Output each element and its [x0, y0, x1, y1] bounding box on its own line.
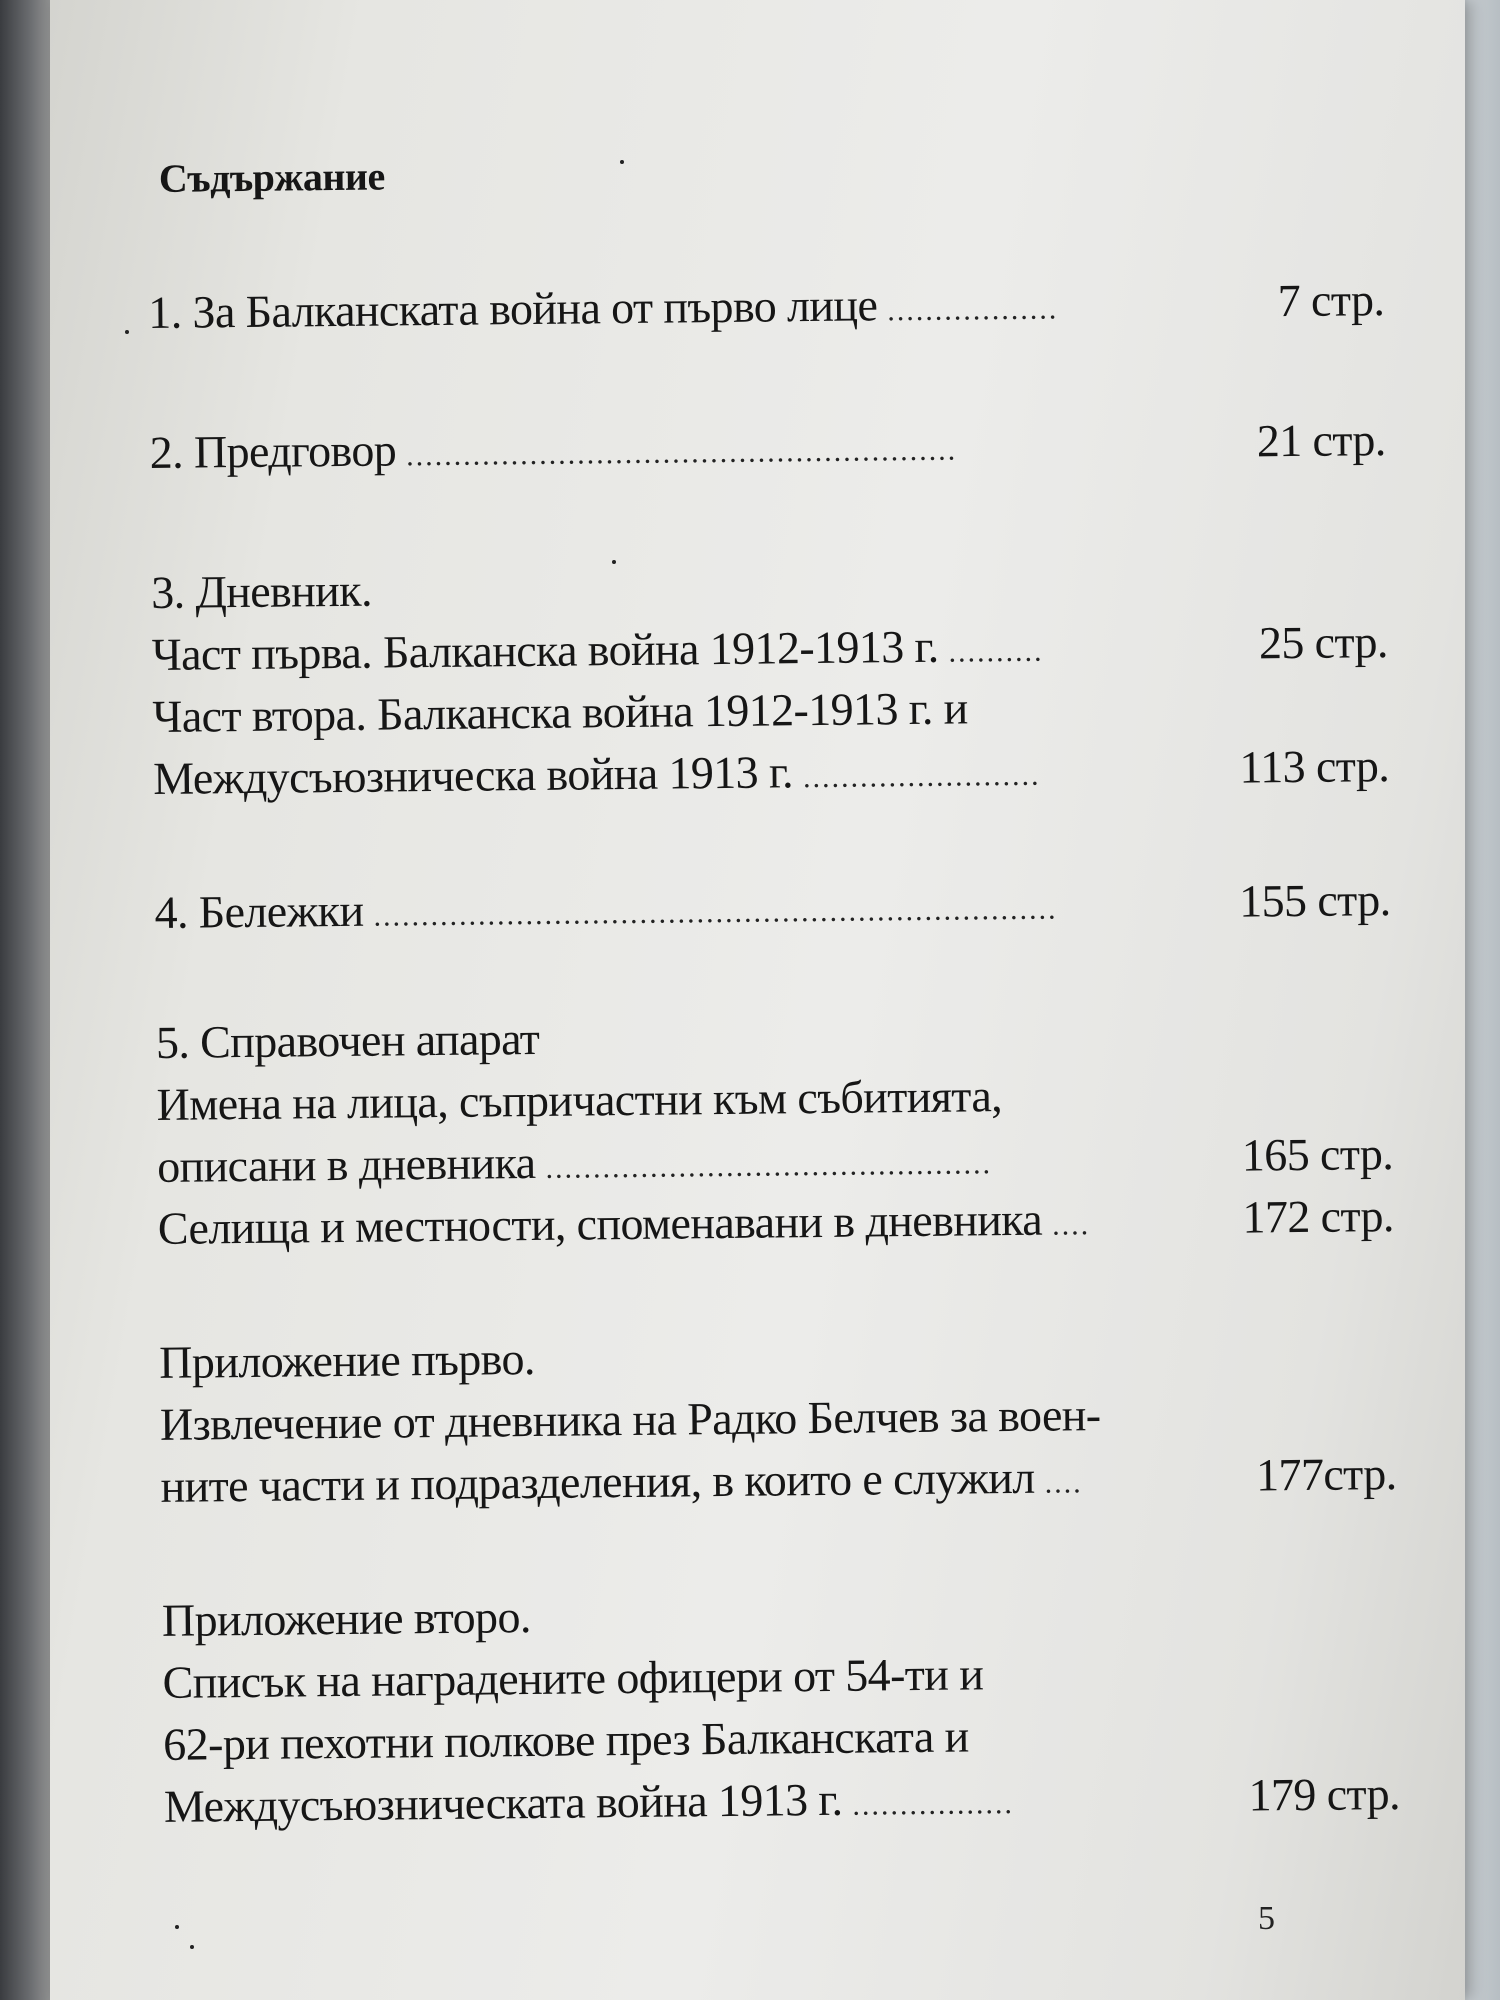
paper-speck: [612, 560, 616, 564]
toc-entry-notes: [154, 872, 1391, 947]
toc-entry-places: [158, 1188, 1395, 1263]
toc-entry-appendix-one-cont: [160, 1446, 1397, 1521]
toc-entry-leader: ..................: [887, 292, 1059, 328]
toc-entry-label: ните части и подразделения, в които е служил: [160, 1451, 1035, 1512]
paper-speck: [125, 330, 129, 334]
toc-entry-part-one: [152, 614, 1389, 689]
toc-entry-appendix-one-desc: Извлечение от дневника на Радко Белчев за воен-: [159, 1389, 1101, 1450]
toc-entry-page: 7 стр.: [1277, 274, 1385, 327]
toc-entry-appendix-two-cont: [164, 1766, 1401, 1841]
toc-entry-leader: .........................: [802, 758, 1041, 795]
toc-entry-leader: ...............................................: [545, 1147, 993, 1185]
toc-entry-page: 179 стр.: [1248, 1767, 1401, 1821]
toc-entry-label: 4. Бележки: [154, 884, 364, 938]
toc-entry-label: описани в дневника: [156, 1136, 536, 1192]
toc-entry-appendix-one: Приложение първо.: [159, 1332, 536, 1388]
paper-speck: [175, 1925, 179, 1929]
toc-entry-label: Част първа. Балканска война 1912-1913 г.: [151, 620, 939, 680]
paper-speck: [620, 160, 624, 164]
toc-entry-leader: ........................................................................: [373, 892, 1058, 933]
toc-entry-appendix-two-desc: Списък на наградените офицери от 54-ти и: [162, 1648, 984, 1708]
toc-entry-names: Имена на лица, съпричастни към събитията,: [156, 1070, 1003, 1130]
toc-entry-preface: [149, 412, 1386, 487]
table-of-contents: [145, 0, 1416, 2000]
toc-entry-leader: .................: [852, 1787, 1015, 1822]
toc-entry-first-person: [148, 272, 1385, 347]
toc-entry-label: 1. За Балканската война от първо лице: [148, 279, 878, 338]
toc-entry-page: 165 стр.: [1241, 1127, 1394, 1181]
toc-entry-appendix-two: Приложение второ.: [161, 1591, 531, 1646]
toc-entry-page: 113 стр.: [1239, 740, 1390, 793]
toc-entry-label: Междусъюзническата война 1913 г.: [163, 1773, 843, 1832]
page-number: 5: [1258, 1900, 1275, 1937]
toc-entry-page: 155 стр.: [1238, 874, 1391, 927]
toc-entry-label: 2. Предговор: [149, 424, 397, 478]
toc-entry-leader: ..........: [948, 634, 1044, 669]
toc-entry-leader: ....: [1044, 1466, 1083, 1500]
toc-entry-part-two-cont: [153, 738, 1390, 813]
toc-entry-page: 177стр.: [1255, 1447, 1397, 1501]
toc-entry-leader: ..........................................................: [405, 433, 958, 473]
toc-entry-label: Селища и местности, споменавани в дневника: [157, 1193, 1043, 1254]
paper-speck: [190, 1945, 194, 1949]
toc-entry-leader: ....: [1051, 1208, 1091, 1242]
toc-entry-page: 25 стр.: [1258, 616, 1389, 669]
toc-entry-appendix-two-desc-2: 62-ри пехотни полкове през Балканската и: [163, 1710, 969, 1770]
toc-entry-diary: 3. Дневник.: [150, 564, 373, 618]
toc-entry-page: 21 стр.: [1256, 414, 1386, 467]
toc-entry-page: 172 стр.: [1242, 1189, 1395, 1243]
toc-entry-part-two: Част втора. Балканска война 1912-1913 г. и: [152, 682, 968, 742]
toc-entry-reference: 5. Справочен апарат: [155, 1012, 540, 1068]
toc-entry-label: Междусъюзническа война 1913 г.: [152, 746, 794, 804]
toc-heading: Съдържание: [158, 153, 385, 201]
